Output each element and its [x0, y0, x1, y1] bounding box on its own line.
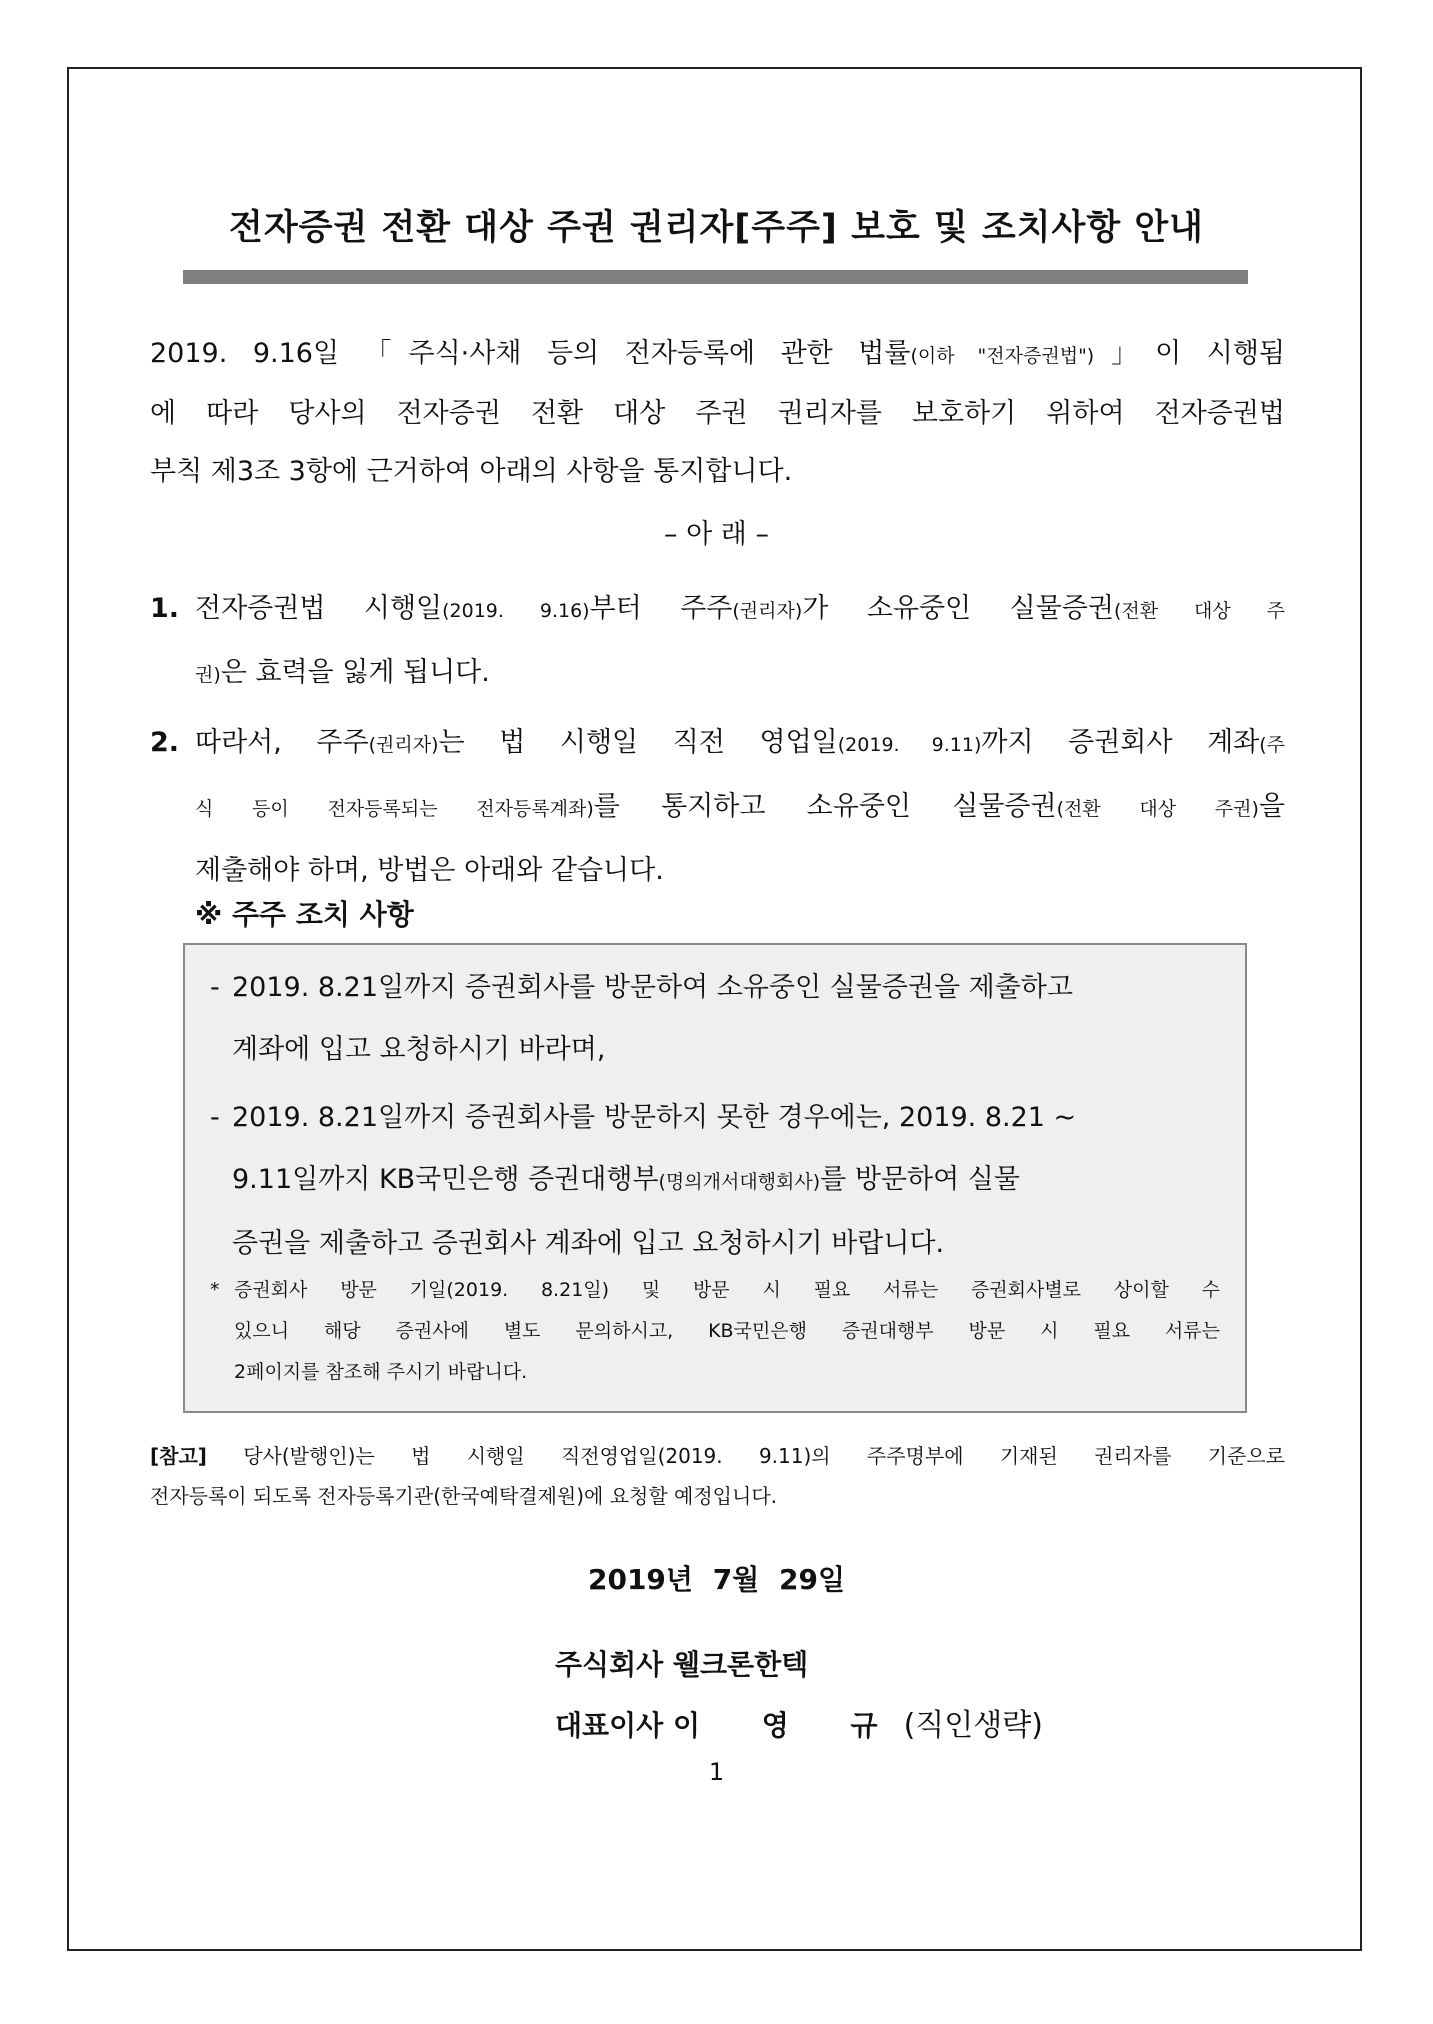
note-asterisk: *	[210, 1279, 220, 1301]
item-line: 식 등이 전자등록되는 전자등록계좌)를 통지하고 소유중인 실물증권(전환 대상 주권)을	[195, 791, 1285, 822]
ceo-name: 이 영 규	[672, 1709, 904, 1742]
item-line: 제출해야 하며, 방법은 아래와 같습니다.	[195, 855, 664, 886]
document-date: 2019년 7월 29일	[587, 1563, 846, 1596]
measures-box	[183, 943, 1247, 1413]
measures-line: 증권을 제출하고 증권회사 계좌에 입고 요청하시기 바랍니다.	[232, 1228, 945, 1259]
company-name: 주식회사 웰크론한텍	[555, 1648, 809, 1681]
reference-line: [참고] 당사(발행인)는 법 시행일 직전영업일(2019. 9.11)의 주주명부에 기재된 권리자를 기준으로	[150, 1444, 1285, 1468]
intro-line-1: 2019. 9.16일 「주식·사채 등의 전자등록에 관한 법률(이하 "전자증권법")」이 시행됨	[150, 338, 1285, 369]
seal-omitted-note: (직인생략)	[903, 1708, 1043, 1743]
intro-line-3: 부칙 제3조 3항에 근거하여 아래의 사항을 통지합니다.	[150, 456, 793, 487]
reference-line: 전자등록이 되도록 전자등록기관(한국예탁결제원)에 요청할 예정입니다.	[150, 1484, 777, 1508]
measures-item-2	[210, 1087, 1220, 1275]
measures-item-1	[210, 957, 1220, 1081]
notice-item-2	[150, 712, 1285, 902]
below-label: – 아 래 –	[664, 519, 769, 550]
measures-line: 계좌에 입고 요청하시기 바라며,	[232, 1034, 606, 1065]
document-title: 전자증권 전환 대상 주권 권리자[주주] 보호 및 조치사항 안내	[229, 208, 1204, 248]
item-line: 따라서, 주주(권리자)는 법 시행일 직전 영업일(2019. 9.11)까지 증권회사 계좌(주	[195, 727, 1286, 758]
measures-heading: ※ 주주 조치 사항	[195, 898, 414, 931]
measures-line: 2019. 8.21일까지 증권회사를 방문하지 못한 경우에는, 2019. 8.21 ~	[232, 1102, 1077, 1133]
item-number: 1.	[150, 593, 180, 624]
ceo-title: 대표이사	[555, 1709, 664, 1742]
intro-line-2: 에 따라 당사의 전자증권 전환 대상 주권 권리자를 보호하기 위하여 전자증권법	[150, 398, 1285, 429]
note-line: 증권회사 방문 기일(2019. 8.21일) 및 방문 시 필요 서류는 증권회사별로 상이할 수	[234, 1279, 1220, 1301]
bullet-dash: -	[210, 972, 220, 1003]
note-line: 있으니 해당 증권사에 별도 문의하시고, KB국민은행 증권대행부 방문 시 필요 서류는	[234, 1320, 1220, 1342]
item-number: 2.	[150, 727, 180, 758]
reference-note	[150, 1436, 1285, 1516]
reference-tag: [참고]	[150, 1444, 207, 1468]
item-body	[195, 578, 1285, 706]
measures-note	[210, 1270, 1220, 1393]
item-body	[195, 712, 1285, 902]
notice-item-1	[150, 578, 1285, 706]
item-line: 권)은 효력을 잃게 됩니다.	[195, 657, 490, 688]
note-line: 2페이지를 참조해 주시기 바랍니다.	[234, 1361, 528, 1383]
title-underline-bar	[183, 270, 1248, 284]
measures-line: 2019. 8.21일까지 증권회사를 방문하여 소유중인 실물증권을 제출하고	[232, 972, 1073, 1003]
ceo-signature-line	[555, 1700, 1043, 1744]
measures-line: 9.11일까지 KB국민은행 증권대행부(명의개서대행회사)를 방문하여 실물	[232, 1164, 1020, 1195]
bullet-dash: -	[210, 1102, 220, 1133]
page-number: 1	[708, 1758, 725, 1786]
item-line: 전자증권법 시행일(2019. 9.16)부터 주주(권리자)가 소유중인 실물증권(전환 대상 주	[195, 593, 1285, 624]
intro-paragraph	[150, 325, 1285, 501]
